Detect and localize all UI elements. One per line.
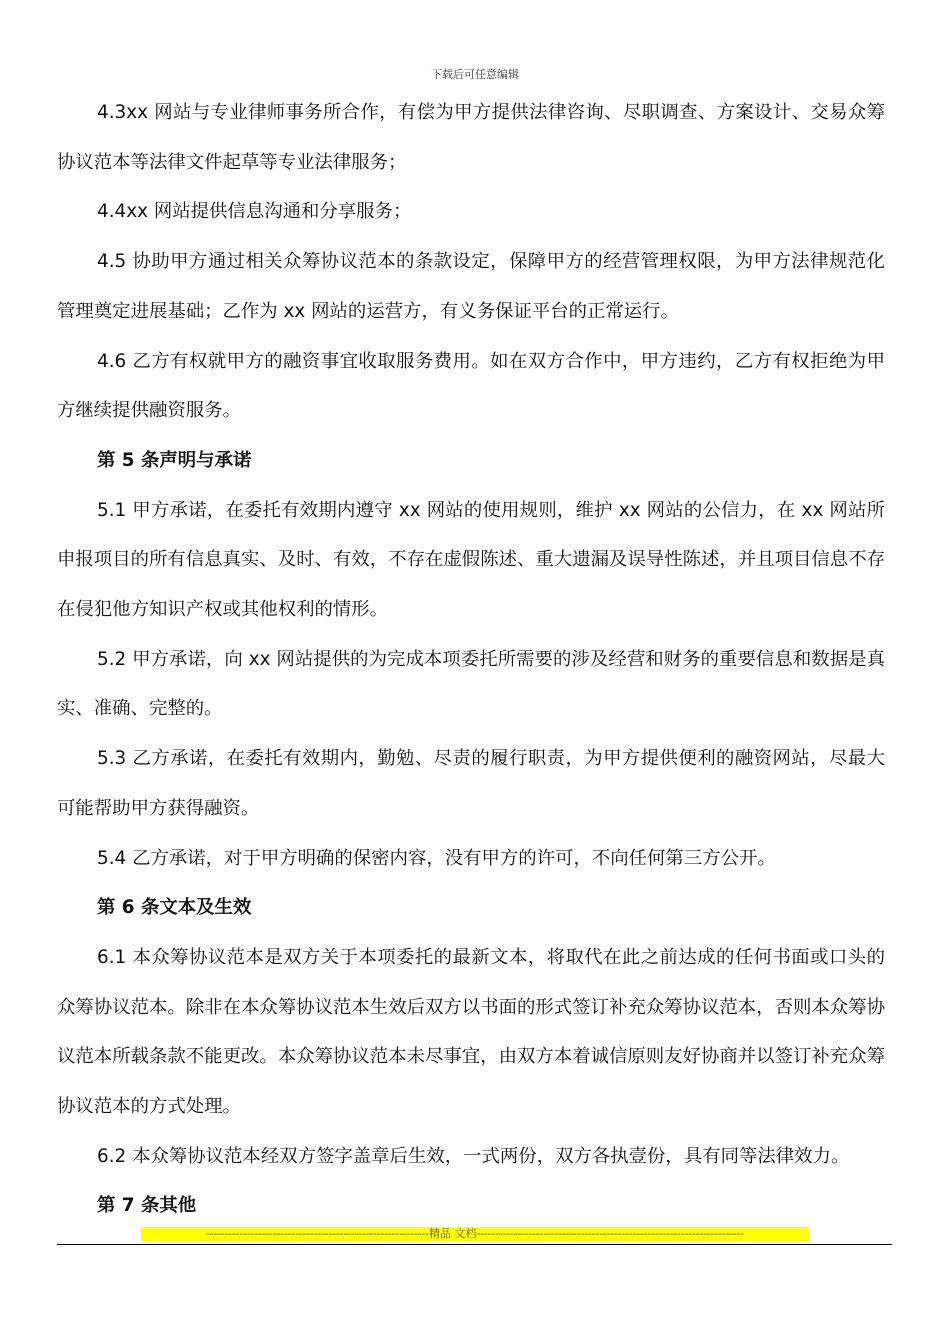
header-note: 下载后可任意编辑 [431,68,519,81]
clause-6-2: 6.2 本众筹协议范本经双方签字盖章后生效，一式两份，双方各执壹份，具有同等法律效力。 [97,1145,850,1167]
clause-4-5: 4.5 协助甲方通过相关众筹协议范本的条款设定，保障甲方的经营管理权限，为甲方法律规范化管理奠定进展基础；乙作为 xx 网站的运营方，有义务保证平台的正常运行。 [57,251,885,322]
document-body [57,88,885,1231]
section-6-heading: 第 6 条文本及生效 [97,897,252,919]
clause-4-6: 4.6 乙方有权就甲方的融资事宜收取服务费用。如在双方合作中，甲方违约，乙方有权拒绝为甲方继续提供融资服务。 [57,350,885,422]
footer-banner: ------------------------------------------------------------精品 文档------------------------------------------------------------------------ [141,1227,809,1241]
clause-5-4: 5.4 乙方承诺，对于甲方明确的保密内容，没有甲方的许可，不向任何第三方公开。 [97,847,776,869]
clause-4-3: 4.3xx 网站与专业律师事务所合作，有偿为甲方提供法律咨询、尽职调查、方案设计、交易众筹协议范本等法律文件起草等专业法律服务； [57,102,885,173]
section-5-heading: 第 5 条声明与承诺 [97,449,252,471]
footer-rule [57,1244,892,1245]
clause-4-4: 4.4xx 网站提供信息沟通和分享服务； [97,201,412,223]
clause-5-3: 5.3 乙方承诺，在委托有效期内，勤勉、尽责的履行职责，为甲方提供便利的融资网站，尽最大可能帮助甲方获得融资。 [57,748,885,819]
clause-5-1: 5.1 甲方承诺，在委托有效期内遵守 xx 网站的使用规则，维护 xx 网站的公信力，在 xx 网站所申报项目的所有信息真实、及时、有效，不存在虚假陈述、重大遗漏及误导性陈述，并且项目信息不存在侵犯他方知识产权或其他权利的情形。 [57,499,885,621]
clause-5-2: 5.2 甲方承诺，向 xx 网站提供的为完成本项委托所需要的涉及经营和财务的重要信息和数据是真实、准确、完整的。 [57,648,885,720]
clause-6-1: 6.1 本众筹协议范本是双方关于本项委托的最新文本，将取代在此之前达成的任何书面或口头的众筹协议范本。除非在本众筹协议范本生效后双方以书面的形式签订补充众筹协议范本，否则本众筹协议范本所载条款不能更改。本众筹协议范本未尽事宜，由双方本着诚信原则友好协商并以签订补充众筹协议范本的方式处理。 [57,946,885,1118]
section-7-heading: 第 7 条其他 [97,1195,197,1217]
